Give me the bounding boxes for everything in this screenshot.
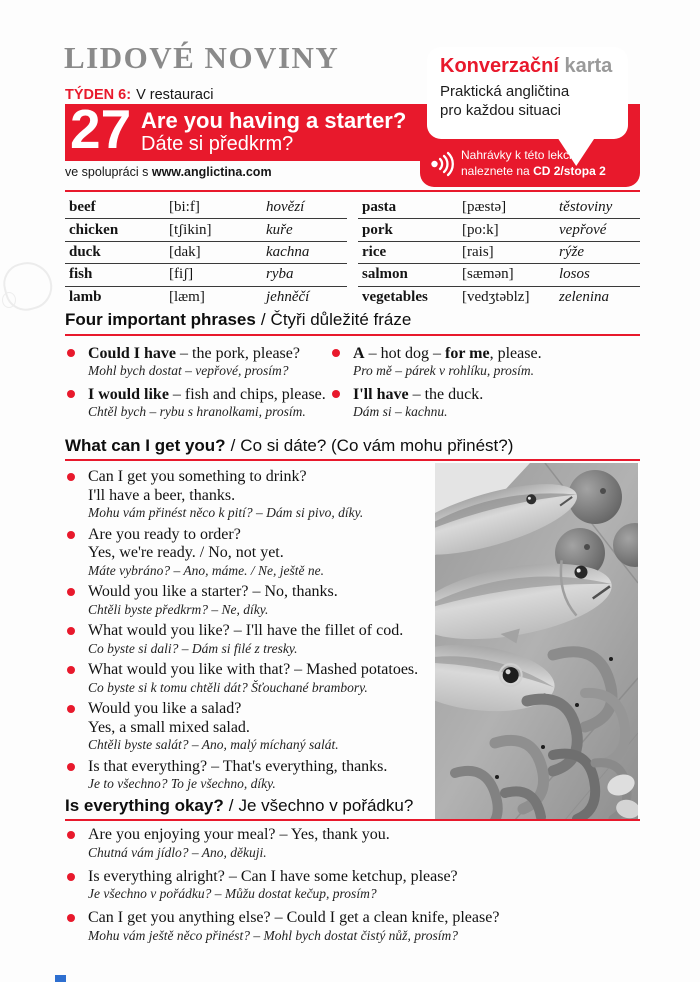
phrase-english	[88, 344, 333, 363]
vocab-phonetic: [rais]	[462, 243, 494, 260]
phrase-english	[353, 385, 640, 404]
vocab-phonetic: [bi:f]	[169, 199, 200, 216]
vocab-table-left	[65, 197, 347, 309]
dialogue-czech: Je to všechno? To je všechno, díky.	[88, 776, 276, 791]
scan-artifact-blob	[2, 292, 16, 308]
vocab-word: pork	[362, 221, 393, 238]
dialogue-english-line1: Is that everything? – That's everything, thanks.	[88, 757, 388, 775]
section-title-english: Four important phrases	[65, 310, 256, 329]
vocab-czech: jehněčí	[266, 289, 310, 306]
phrase-regular: – the duck.	[408, 386, 484, 403]
dialogue-item	[65, 583, 447, 618]
vocab-row	[358, 197, 640, 219]
vocab-czech: vepřové	[559, 221, 607, 238]
dialogue-item	[65, 468, 447, 521]
vocab-word: duck	[69, 243, 101, 260]
section-title-english: What can I get you?	[65, 436, 226, 455]
dialogue-item	[65, 868, 640, 903]
dialogue-item	[65, 826, 640, 861]
vocab-czech: kuře	[266, 221, 293, 238]
section-title-czech: Je všechno v pořádku?	[238, 796, 414, 815]
vocab-word: pasta	[362, 199, 397, 216]
dialogue-czech: Chtěli byste salát? – Ano, malý míchaný salát.	[88, 737, 339, 752]
audio-note-cd-ref: CD 2/stopa 2	[533, 163, 606, 178]
seafood-photo	[435, 463, 638, 820]
vocab-phonetic: [læm]	[169, 289, 205, 306]
dialogue-czech: Chtěli byste předkrm? – Ne, díky.	[88, 601, 269, 617]
section-heading-order	[65, 436, 513, 456]
phrase-english	[353, 344, 640, 363]
section-title-separator: /	[230, 436, 236, 455]
vocab-word: vegetables	[362, 289, 428, 306]
section-title-czech: Co si dáte? (Co vám mohu přinést?)	[240, 436, 514, 455]
audio-note-line2-prefix: naleznete na	[461, 163, 534, 178]
lesson-number: 27	[70, 98, 132, 160]
vocab-row	[65, 219, 347, 241]
vocab-czech: ryba	[266, 266, 294, 283]
phrases-column-left	[65, 344, 333, 426]
vocab-row	[65, 197, 347, 219]
dialogue-english-line1: Would you like a starter? – No, thanks.	[88, 583, 338, 600]
week-topic: V restauraci	[136, 87, 214, 103]
divider-rule-phrases	[65, 334, 640, 336]
dialogue-czech: Máte vybráno? – Ano, máme. / Ne, ještě ne.	[88, 562, 324, 578]
dialogue-czech: Chutná vám jídlo? – Ano, děkuji.	[88, 844, 267, 860]
dialogue-czech: Mohu vám ještě něco přinést? – Mohl bych dostat čistý nůž, prosím?	[88, 927, 458, 943]
vocab-phonetic: [tʃikin]	[169, 221, 212, 238]
bullet-icon	[67, 873, 75, 881]
cooperation-website: www.anglictina.com	[151, 165, 272, 179]
dialogue-item	[65, 526, 447, 579]
section-title-separator: /	[260, 310, 266, 329]
card-title-accent: Konverzační	[440, 55, 559, 77]
phrase-bold: for me	[445, 345, 490, 362]
bullet-icon	[67, 831, 75, 839]
dialogue-item	[65, 758, 447, 793]
newspaper-masthead: LIDOVÉ NOVINY	[64, 40, 340, 75]
vocab-row	[65, 287, 347, 309]
vocab-czech: kachna	[266, 243, 310, 260]
dialogue-english-line2: I'll have a beer, thanks.	[88, 486, 236, 504]
dialogue-czech: Je všechno v pořádku? – Můžu dostat kečup, prosím?	[88, 886, 377, 901]
vocab-word: beef	[69, 199, 96, 216]
vocab-row	[358, 242, 640, 264]
phrase-item	[65, 344, 333, 379]
bullet-icon	[332, 349, 340, 357]
cooperation-line	[65, 165, 272, 179]
card-title-muted: karta	[558, 55, 613, 77]
vocab-czech: rýže	[559, 243, 584, 260]
vocab-phonetic: [pæstə]	[462, 199, 507, 216]
dialogue-czech: Co byste si dali? – Dám si filé z tresky.	[88, 640, 298, 656]
phrase-czech: Chtěl bych – rybu s hranolkami, prosím.	[88, 404, 306, 419]
vocab-phonetic: [po:k]	[462, 221, 499, 238]
dialogue-czech: Co byste si k tomu chtěli dát? Šťouchané brambory.	[88, 679, 368, 695]
vocab-czech: těstoviny	[559, 199, 613, 216]
bullet-icon	[67, 588, 75, 596]
audio-note-line2	[461, 164, 606, 180]
vocab-word: salmon	[362, 266, 408, 283]
vocab-czech: losos	[559, 266, 590, 283]
dialogue-item	[65, 661, 447, 696]
dialogue-english-line1: Is everything alright? – Can I have some ketchup, please?	[88, 867, 458, 885]
vocab-phonetic: [fiʃ]	[169, 266, 194, 283]
phrase-bold: I'll have	[353, 386, 409, 403]
week-label: TÝDEN 6:	[65, 87, 132, 103]
phrase-czech: Pro mě – párek v rohlíku, prosím.	[353, 363, 534, 378]
audio-note-line1: Nahrávky k této lekci	[461, 148, 572, 162]
vocab-czech: zelenina	[559, 289, 609, 306]
dialogue-english-line1: Are you enjoying your meal? – Yes, thank you.	[88, 826, 390, 843]
print-registration-blue-mark	[55, 975, 66, 982]
okay-dialogue-list	[65, 826, 640, 951]
phrase-regular: – hot dog –	[364, 345, 446, 362]
bullet-icon	[67, 666, 75, 674]
phrase-item	[330, 385, 640, 420]
card-subtitle-line1: Praktická angličtina	[440, 83, 570, 100]
vocab-row	[65, 242, 347, 264]
bullet-icon	[67, 349, 75, 357]
section-title-separator: /	[228, 796, 234, 815]
lesson-title-english: Are you having a starter?	[141, 108, 407, 133]
phrase-bold: I would like	[88, 386, 169, 403]
cooperation-prefix: ve spolupráci s	[65, 165, 152, 179]
divider-rule-okay	[65, 819, 640, 821]
dialogue-english-line2: Yes, a small mixed salad.	[88, 718, 250, 736]
vocab-czech: hovězí	[266, 199, 305, 216]
phrase-czech: Dám si – kachnu.	[353, 404, 448, 419]
dialogue-item	[65, 909, 640, 944]
dialogue-english-line1: Can I get you something to drink?	[88, 468, 307, 485]
vocab-row	[358, 264, 640, 286]
vocab-word: lamb	[69, 289, 102, 306]
vocab-phonetic: [vedʒtəblz]	[462, 289, 530, 306]
dialogue-czech: Mohu vám přinést něco k pití? – Dám si pivo, díky.	[88, 505, 364, 520]
dialogue-english-line1: What would you like with that? – Mashed potatoes.	[88, 661, 419, 678]
card-subtitle-line2: pro každou situaci	[440, 102, 561, 119]
card-subtitle	[440, 82, 628, 120]
dialogue-item	[65, 622, 447, 657]
phrase-regular: – the pork, please?	[176, 345, 300, 362]
phrase-bold: Could I have	[88, 345, 177, 362]
section-heading-okay	[65, 796, 413, 816]
audio-waves-icon	[430, 150, 456, 182]
divider-rule-top	[65, 190, 640, 192]
phrases-column-right	[330, 344, 640, 426]
dialogue-english-line1: Are you ready to order?	[88, 525, 241, 543]
speech-bubble	[427, 47, 628, 139]
divider-rule-order	[65, 459, 640, 461]
section-title-english: Is everything okay?	[65, 796, 224, 815]
bullet-icon	[67, 473, 75, 481]
phrase-english	[88, 385, 333, 404]
vocab-row	[358, 219, 640, 241]
dialogue-english-line1: Would you like a salad?	[88, 700, 242, 717]
vocab-phonetic: [sæmən]	[462, 266, 514, 283]
bullet-icon	[67, 763, 75, 771]
dialogue-english-line1: Can I get you anything else? – Could I get a clean knife, please?	[88, 909, 500, 926]
vocab-word: rice	[362, 243, 387, 260]
bullet-icon	[67, 914, 75, 922]
vocab-phonetic: [dak]	[169, 243, 201, 260]
phrase-item	[65, 385, 333, 420]
audio-note	[461, 148, 606, 179]
order-dialogue-list	[65, 468, 447, 797]
bullet-icon	[67, 705, 75, 713]
lesson-title-czech: Dáte si předkrm?	[141, 133, 294, 155]
phrase-bold: A	[353, 345, 365, 362]
phrase-regular: , please.	[489, 345, 542, 362]
card-title	[440, 55, 628, 78]
dialogue-english-line1: What would you like? – I'll have the fillet of cod.	[88, 622, 404, 639]
bullet-icon	[67, 627, 75, 635]
vocab-word: fish	[69, 266, 93, 283]
vocab-row	[65, 264, 347, 286]
vocab-table-right	[358, 197, 640, 309]
bullet-icon	[67, 390, 75, 398]
phrase-item	[330, 344, 640, 379]
bullet-icon	[67, 531, 75, 539]
bullet-icon	[332, 390, 340, 398]
vocab-word: chicken	[69, 221, 119, 238]
phrase-regular: – fish and chips, please.	[168, 386, 326, 403]
vocab-row	[358, 287, 640, 309]
dialogue-item	[65, 700, 447, 753]
section-heading-phrases	[65, 310, 411, 330]
phrase-czech: Mohl bych dostat – vepřové, prosím?	[88, 363, 289, 378]
dialogue-english-line2: Yes, we're ready. / No, not yet.	[88, 544, 284, 561]
section-title-czech: Čtyři důležité fráze	[270, 310, 412, 329]
